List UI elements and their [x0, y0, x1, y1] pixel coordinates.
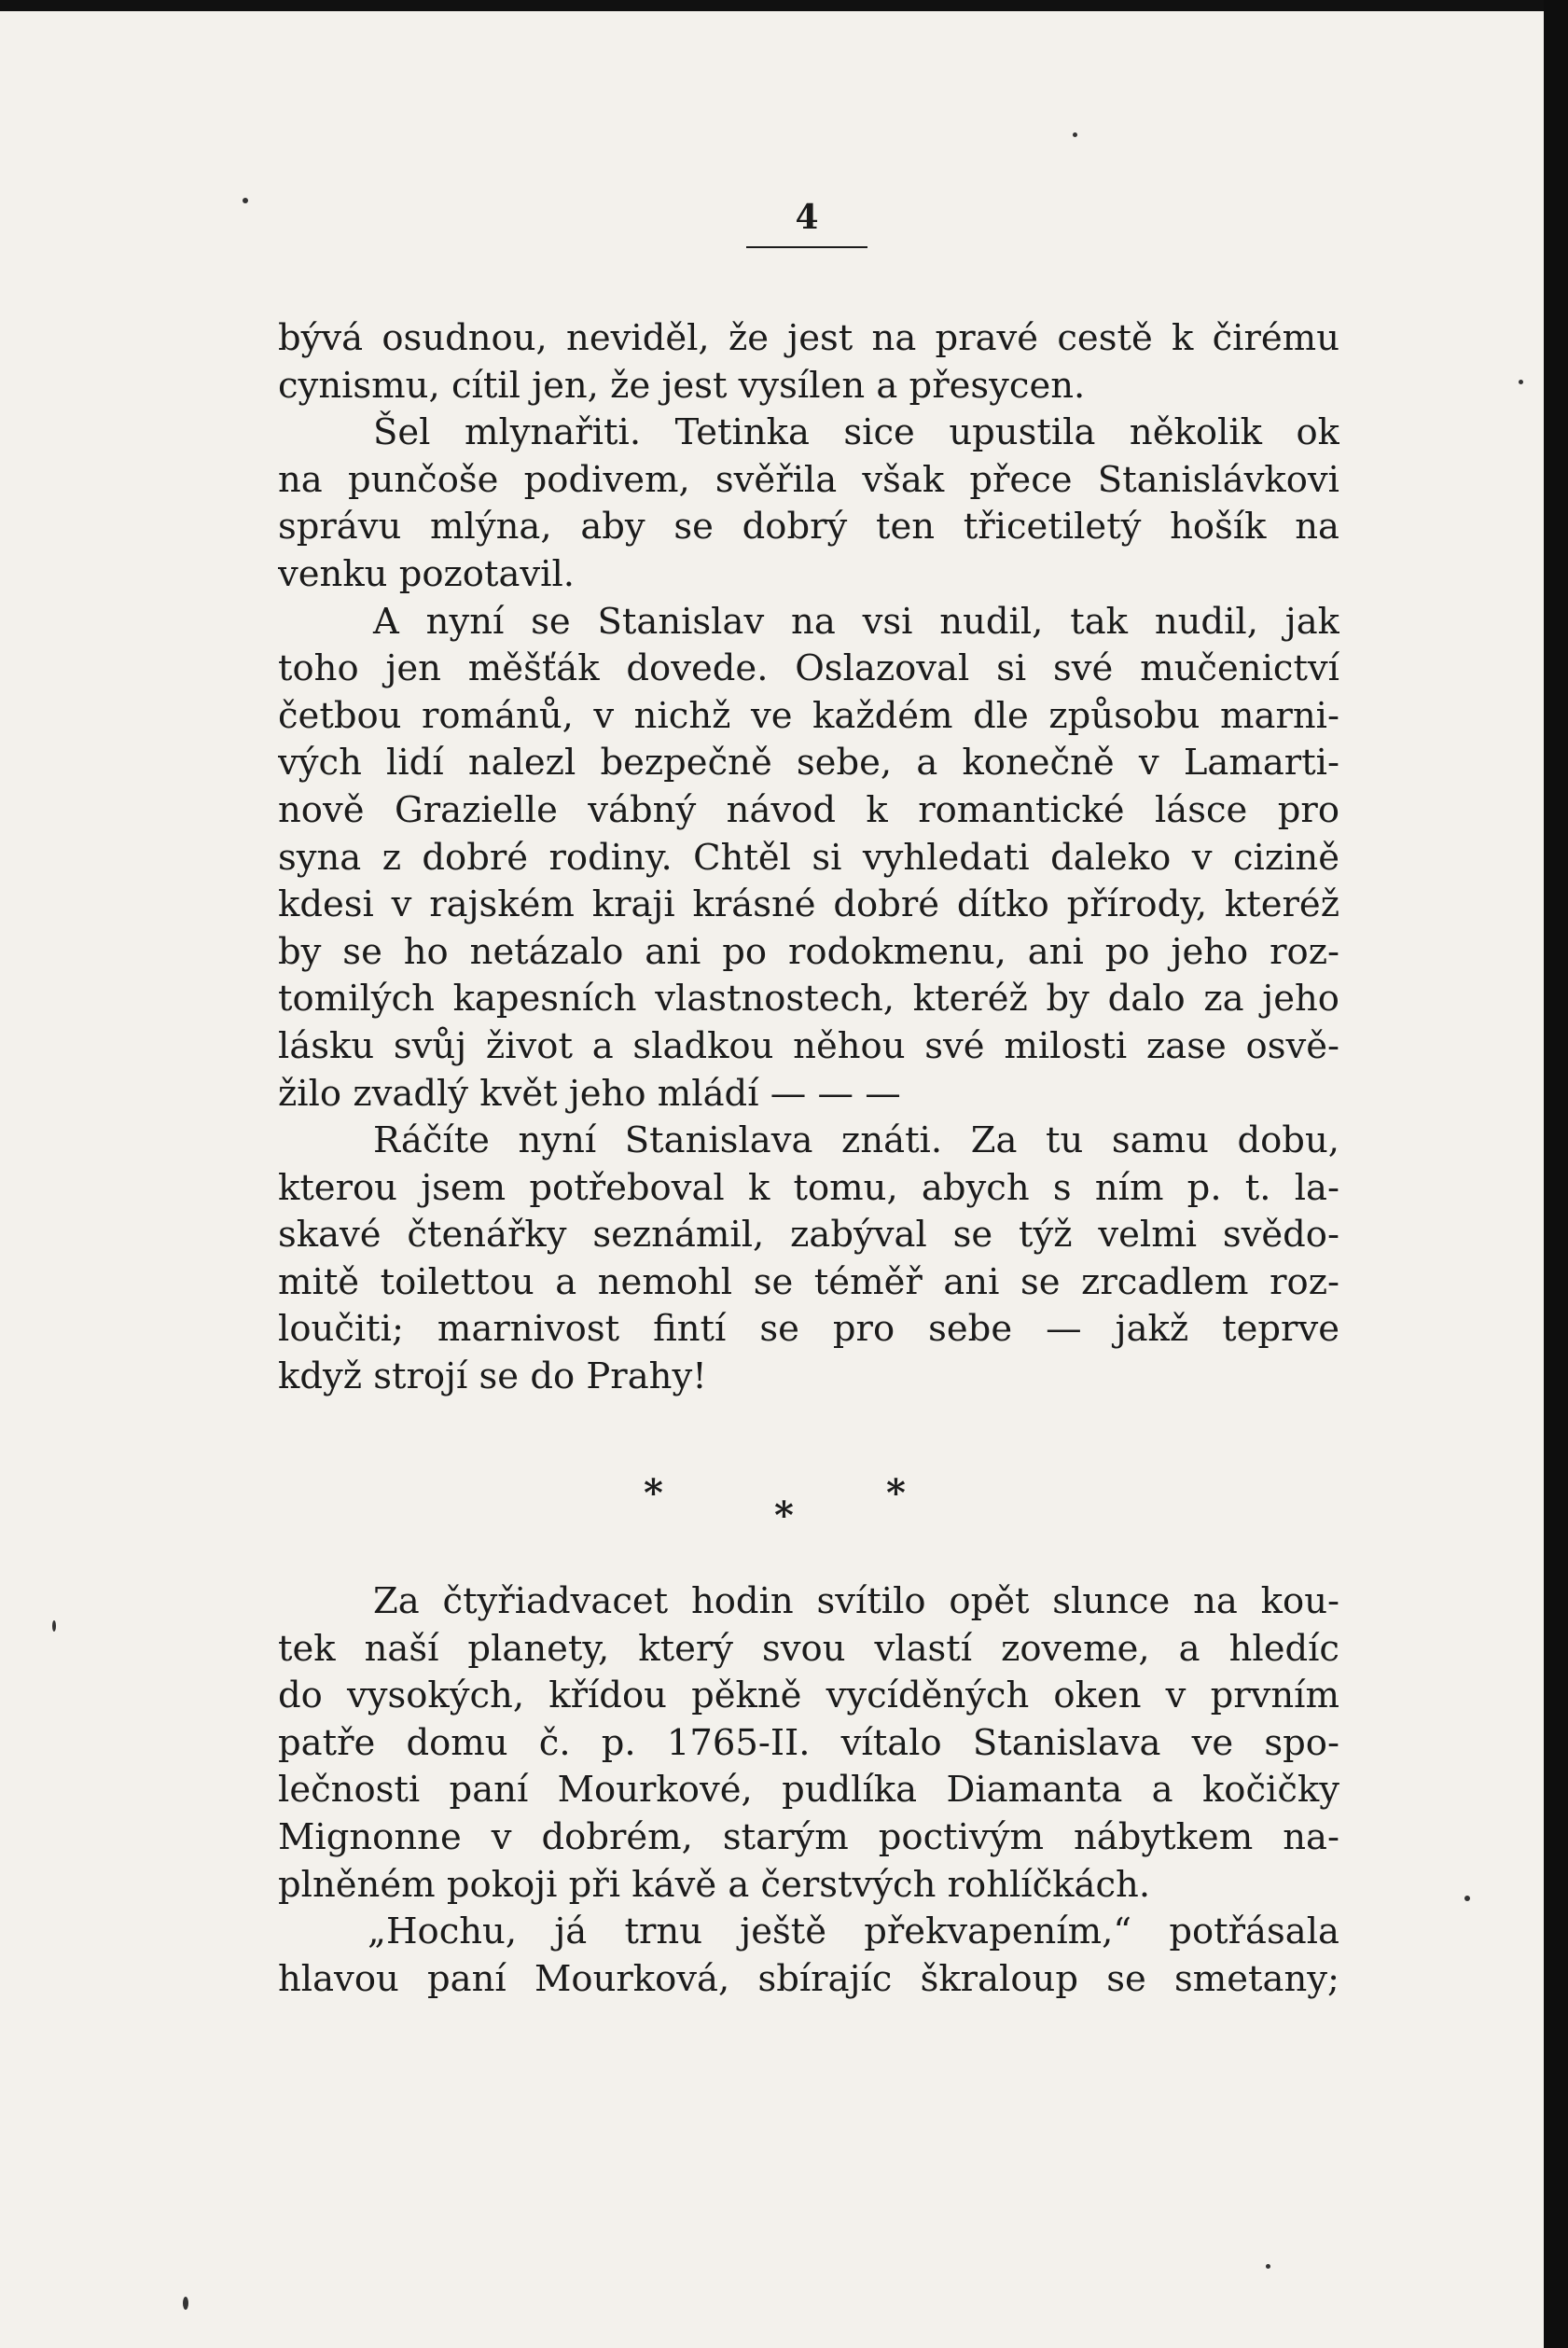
text-line: hlavou paní Mourková, sbírajíc škraloup se smetany;	[278, 1957, 1339, 2000]
asterisk: *	[774, 1494, 794, 1537]
text-line: lečnosti paní Mourkové, pudlíka Diamanta a kočičky	[278, 1769, 1339, 1812]
asterisk: *	[886, 1471, 906, 1515]
text-line: patře domu č. p. 1765-II. vítalo Stanislava ve spo-	[278, 1721, 1339, 1764]
text-block-top	[278, 315, 1339, 1401]
text-block-bottom	[278, 1578, 1339, 2003]
section-divider	[644, 1462, 942, 1564]
text-line: nově Grazielle vábný návod k romantické lásce pro	[278, 788, 1339, 831]
text-line: na punčoše podivem, svěřila však přece Stanislávkovi	[278, 458, 1339, 501]
text-line: venku pozotavil.	[278, 552, 576, 595]
text-line: kterou jsem potřeboval k tomu, abych s ním p. t. la-	[278, 1166, 1339, 1209]
text-line: lásku svůj život a sladkou něhou své milosti zase osvě-	[278, 1024, 1339, 1067]
text-line: mitě toilettou a nemohl se téměř ani se zrcadlem roz-	[278, 1260, 1339, 1303]
text-line: cynismu, cítil jen, že jest vysílen a přesycen.	[278, 364, 1086, 407]
text-line: tomilých kapesních vlastnostech, kteréž by dalo za jeho	[278, 978, 1339, 1021]
text-line: Za čtyřiadvacet hodin svítilo opět slunce na kou-	[373, 1580, 1339, 1622]
scan-speck	[183, 2297, 188, 2310]
text-line: správu mlýna, aby se dobrý ten třicetiletý hošík na	[278, 506, 1339, 549]
text-line: skavé čtenářky seznámil, zabýval se týž velmi svědo-	[278, 1214, 1339, 1257]
scan-speck	[1519, 380, 1523, 384]
text-line: toho jen měšťák dovede. Oslazoval si své mučenictví	[278, 647, 1339, 690]
page-number: 4	[746, 198, 867, 248]
text-line: Ráčíte nyní Stanislava znáti. Za tu samu dobu,	[373, 1119, 1339, 1162]
scan-speck	[243, 198, 248, 203]
text-line: A nyní se Stanislav na vsi nudil, tak nudil, jak	[373, 600, 1339, 643]
text-line: vých lidí nalezl bezpečně sebe, a konečně v Lamarti-	[278, 742, 1339, 785]
text-line: do vysokých, křídou pěkně vycíděných oken v prvním	[278, 1674, 1339, 1717]
text-line: tek naší planety, který svou vlastí zoveme, a hledíc	[278, 1627, 1339, 1670]
scan-speck	[1266, 2264, 1270, 2269]
text-line: bývá osudnou, neviděl, že jest na pravé cestě k čirému	[278, 317, 1339, 359]
text-line: žilo zvadlý květ jeho mládí — — —	[278, 1072, 901, 1115]
scan-speck	[52, 1620, 56, 1632]
text-line: když strojí se do Prahy!	[278, 1355, 707, 1398]
text-line: Šel mlynařiti. Tetinka sice upustila několik ok	[373, 411, 1339, 454]
text-line: četbou románů, v nichž ve každém dle způsobu marni-	[278, 694, 1339, 737]
text-line: syna z dobré rodiny. Chtěl si vyhledati daleko v cizině	[278, 836, 1339, 879]
scan-speck	[1073, 132, 1077, 137]
asterisk: *	[644, 1471, 663, 1515]
text-line: kdesi v rajském kraji krásné dobré dítko přírody, kteréž	[278, 883, 1339, 926]
text-line: loučiti; marnivost fintí se pro sebe — jakž teprve	[278, 1308, 1339, 1351]
text-line: plněném pokoji při kávě a čerstvých rohlíčkách.	[278, 1863, 1151, 1906]
scan-speck	[1464, 1896, 1470, 1901]
text-line: Mignonne v dobrém, starým poctivým nábytkem na-	[278, 1815, 1339, 1858]
text-line: „Hochu, já trnu ještě překvapením,“ potřásala	[368, 1910, 1339, 1953]
text-line: by se ho netázalo ani po rodokmenu, ani po jeho roz-	[278, 930, 1339, 973]
scan-edge	[1544, 0, 1568, 2348]
